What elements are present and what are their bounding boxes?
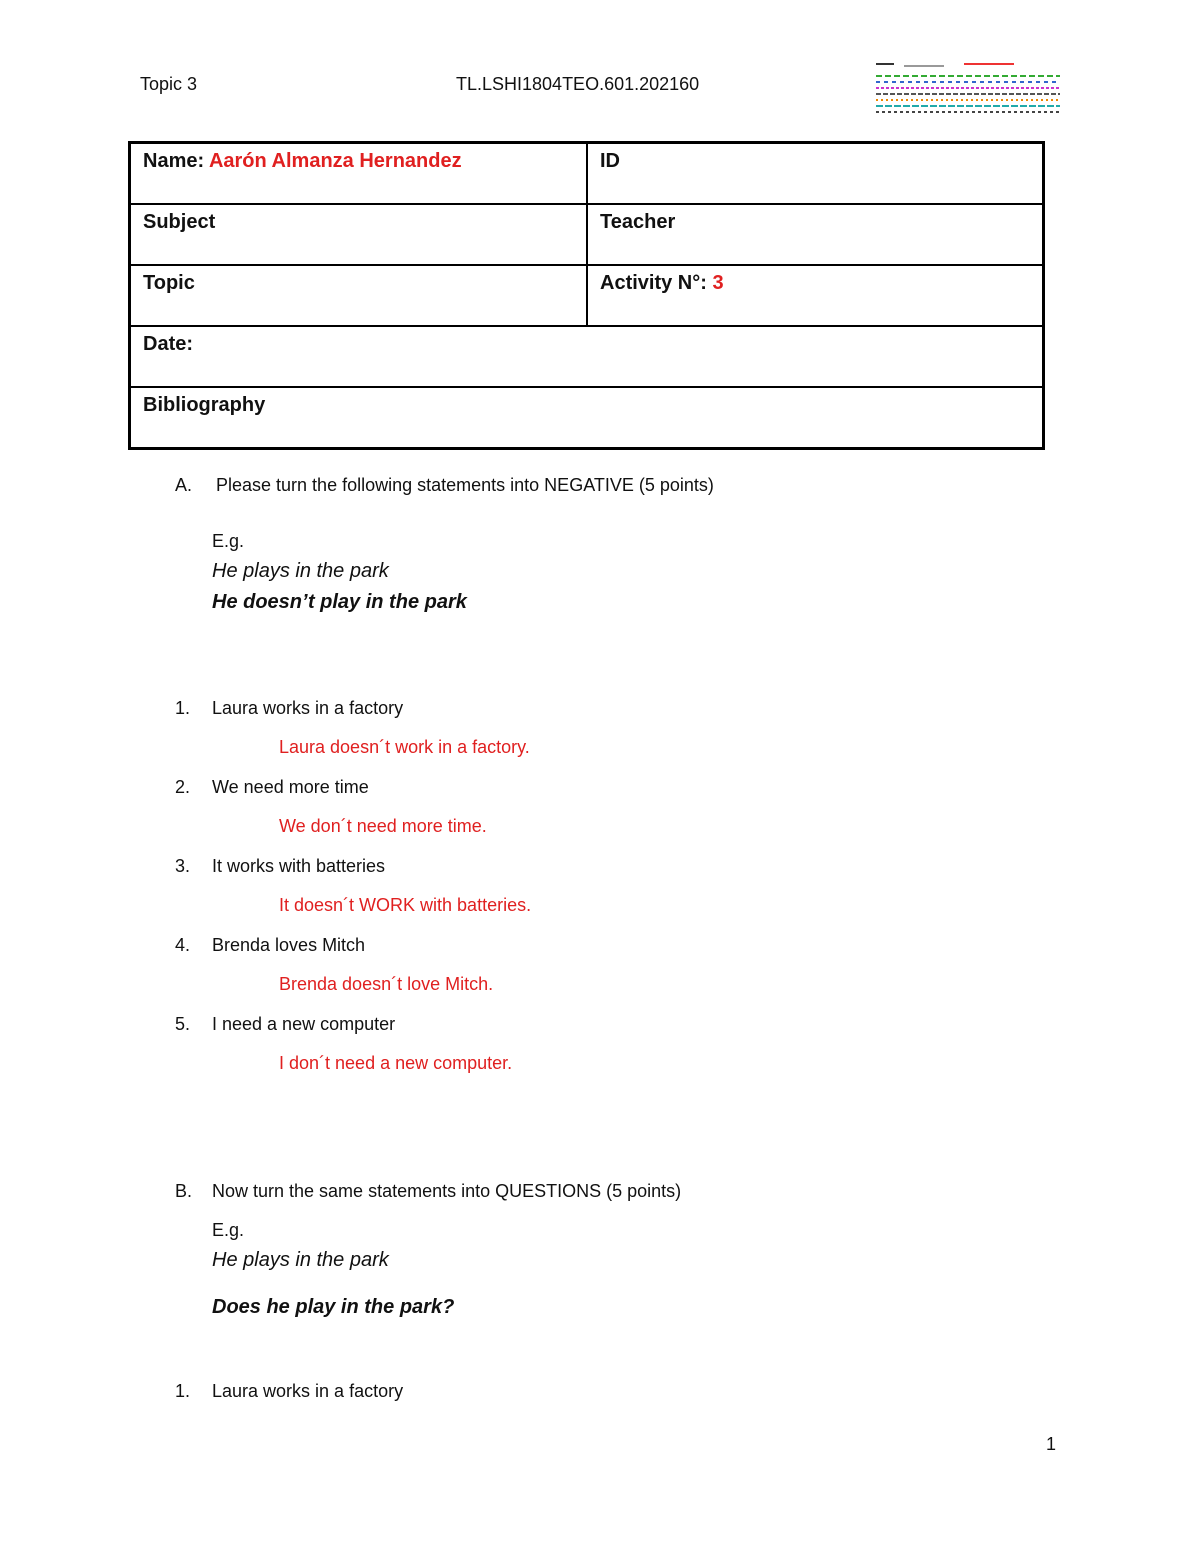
bibliography-cell bbox=[130, 387, 1044, 449]
date-cell bbox=[130, 326, 1044, 387]
item-number: 2. bbox=[175, 777, 191, 797]
date-label: Date: bbox=[143, 333, 194, 355]
section-b-example-label: E.g. bbox=[212, 1220, 245, 1240]
item-answer: It doesn´t WORK with batteries. bbox=[279, 895, 532, 915]
bibliography-label: Bibliography bbox=[143, 394, 266, 416]
id-label: ID bbox=[600, 150, 620, 172]
section-a-marker: A. bbox=[175, 475, 193, 495]
topic-label: Topic bbox=[143, 272, 195, 294]
section-a-example-statement: He plays in the park bbox=[212, 560, 389, 582]
student-info-table bbox=[128, 141, 1045, 450]
name-label: Name: bbox=[143, 150, 209, 172]
institution-logo bbox=[874, 60, 1062, 116]
item-answer: I don´t need a new computer. bbox=[279, 1053, 513, 1073]
section-b-marker: B. bbox=[175, 1181, 193, 1201]
item-statement: Laura works in a factory bbox=[212, 698, 404, 718]
item-statement: I need a new computer bbox=[212, 1014, 396, 1034]
section-b-example-answer: Does he play in the park? bbox=[212, 1296, 455, 1318]
name-cell bbox=[130, 143, 588, 205]
item-statement: We need more time bbox=[212, 777, 369, 797]
item-answer: Brenda doesn´t love Mitch. bbox=[279, 974, 494, 994]
activity-cell bbox=[587, 265, 1044, 326]
page-number: 1 bbox=[1046, 1434, 1057, 1454]
id-cell bbox=[587, 143, 1044, 205]
item-statement: Brenda loves Mitch bbox=[212, 935, 366, 955]
item-number: 1. bbox=[175, 1381, 191, 1401]
activity-value: 3 bbox=[712, 272, 724, 294]
item-statement: Laura works in a factory bbox=[212, 1381, 404, 1401]
item-number: 4. bbox=[175, 935, 191, 955]
item-statement: It works with batteries bbox=[212, 856, 386, 876]
section-a-example-label: E.g. bbox=[212, 531, 245, 551]
item-number: 1. bbox=[175, 698, 191, 718]
item-answer: Laura doesn´t work in a factory. bbox=[279, 737, 530, 757]
teacher-cell bbox=[587, 204, 1044, 265]
section-a-instruction: Please turn the following statements into NEGATIVE (5 points) bbox=[216, 475, 714, 495]
item-number: 5. bbox=[175, 1014, 191, 1034]
item-number: 3. bbox=[175, 856, 191, 876]
activity-label: Activity N°: bbox=[600, 272, 713, 294]
topic-cell bbox=[130, 265, 588, 326]
subject-label: Subject bbox=[143, 211, 216, 233]
name-value: Aarón Almanza Hernandez bbox=[208, 150, 462, 172]
section-b-instruction: Now turn the same statements into QUESTIONS (5 points) bbox=[212, 1181, 682, 1201]
subject-cell bbox=[130, 204, 588, 265]
teacher-label: Teacher bbox=[600, 211, 676, 233]
section-b-example-statement: He plays in the park bbox=[212, 1249, 389, 1271]
header-topic: Topic 3 bbox=[140, 74, 198, 94]
section-a-example-answer: He doesn’t play in the park bbox=[212, 591, 467, 613]
item-answer: We don´t need more time. bbox=[279, 816, 487, 836]
header-course-code: TL.LSHI1804TEO.601.202160 bbox=[456, 74, 700, 94]
